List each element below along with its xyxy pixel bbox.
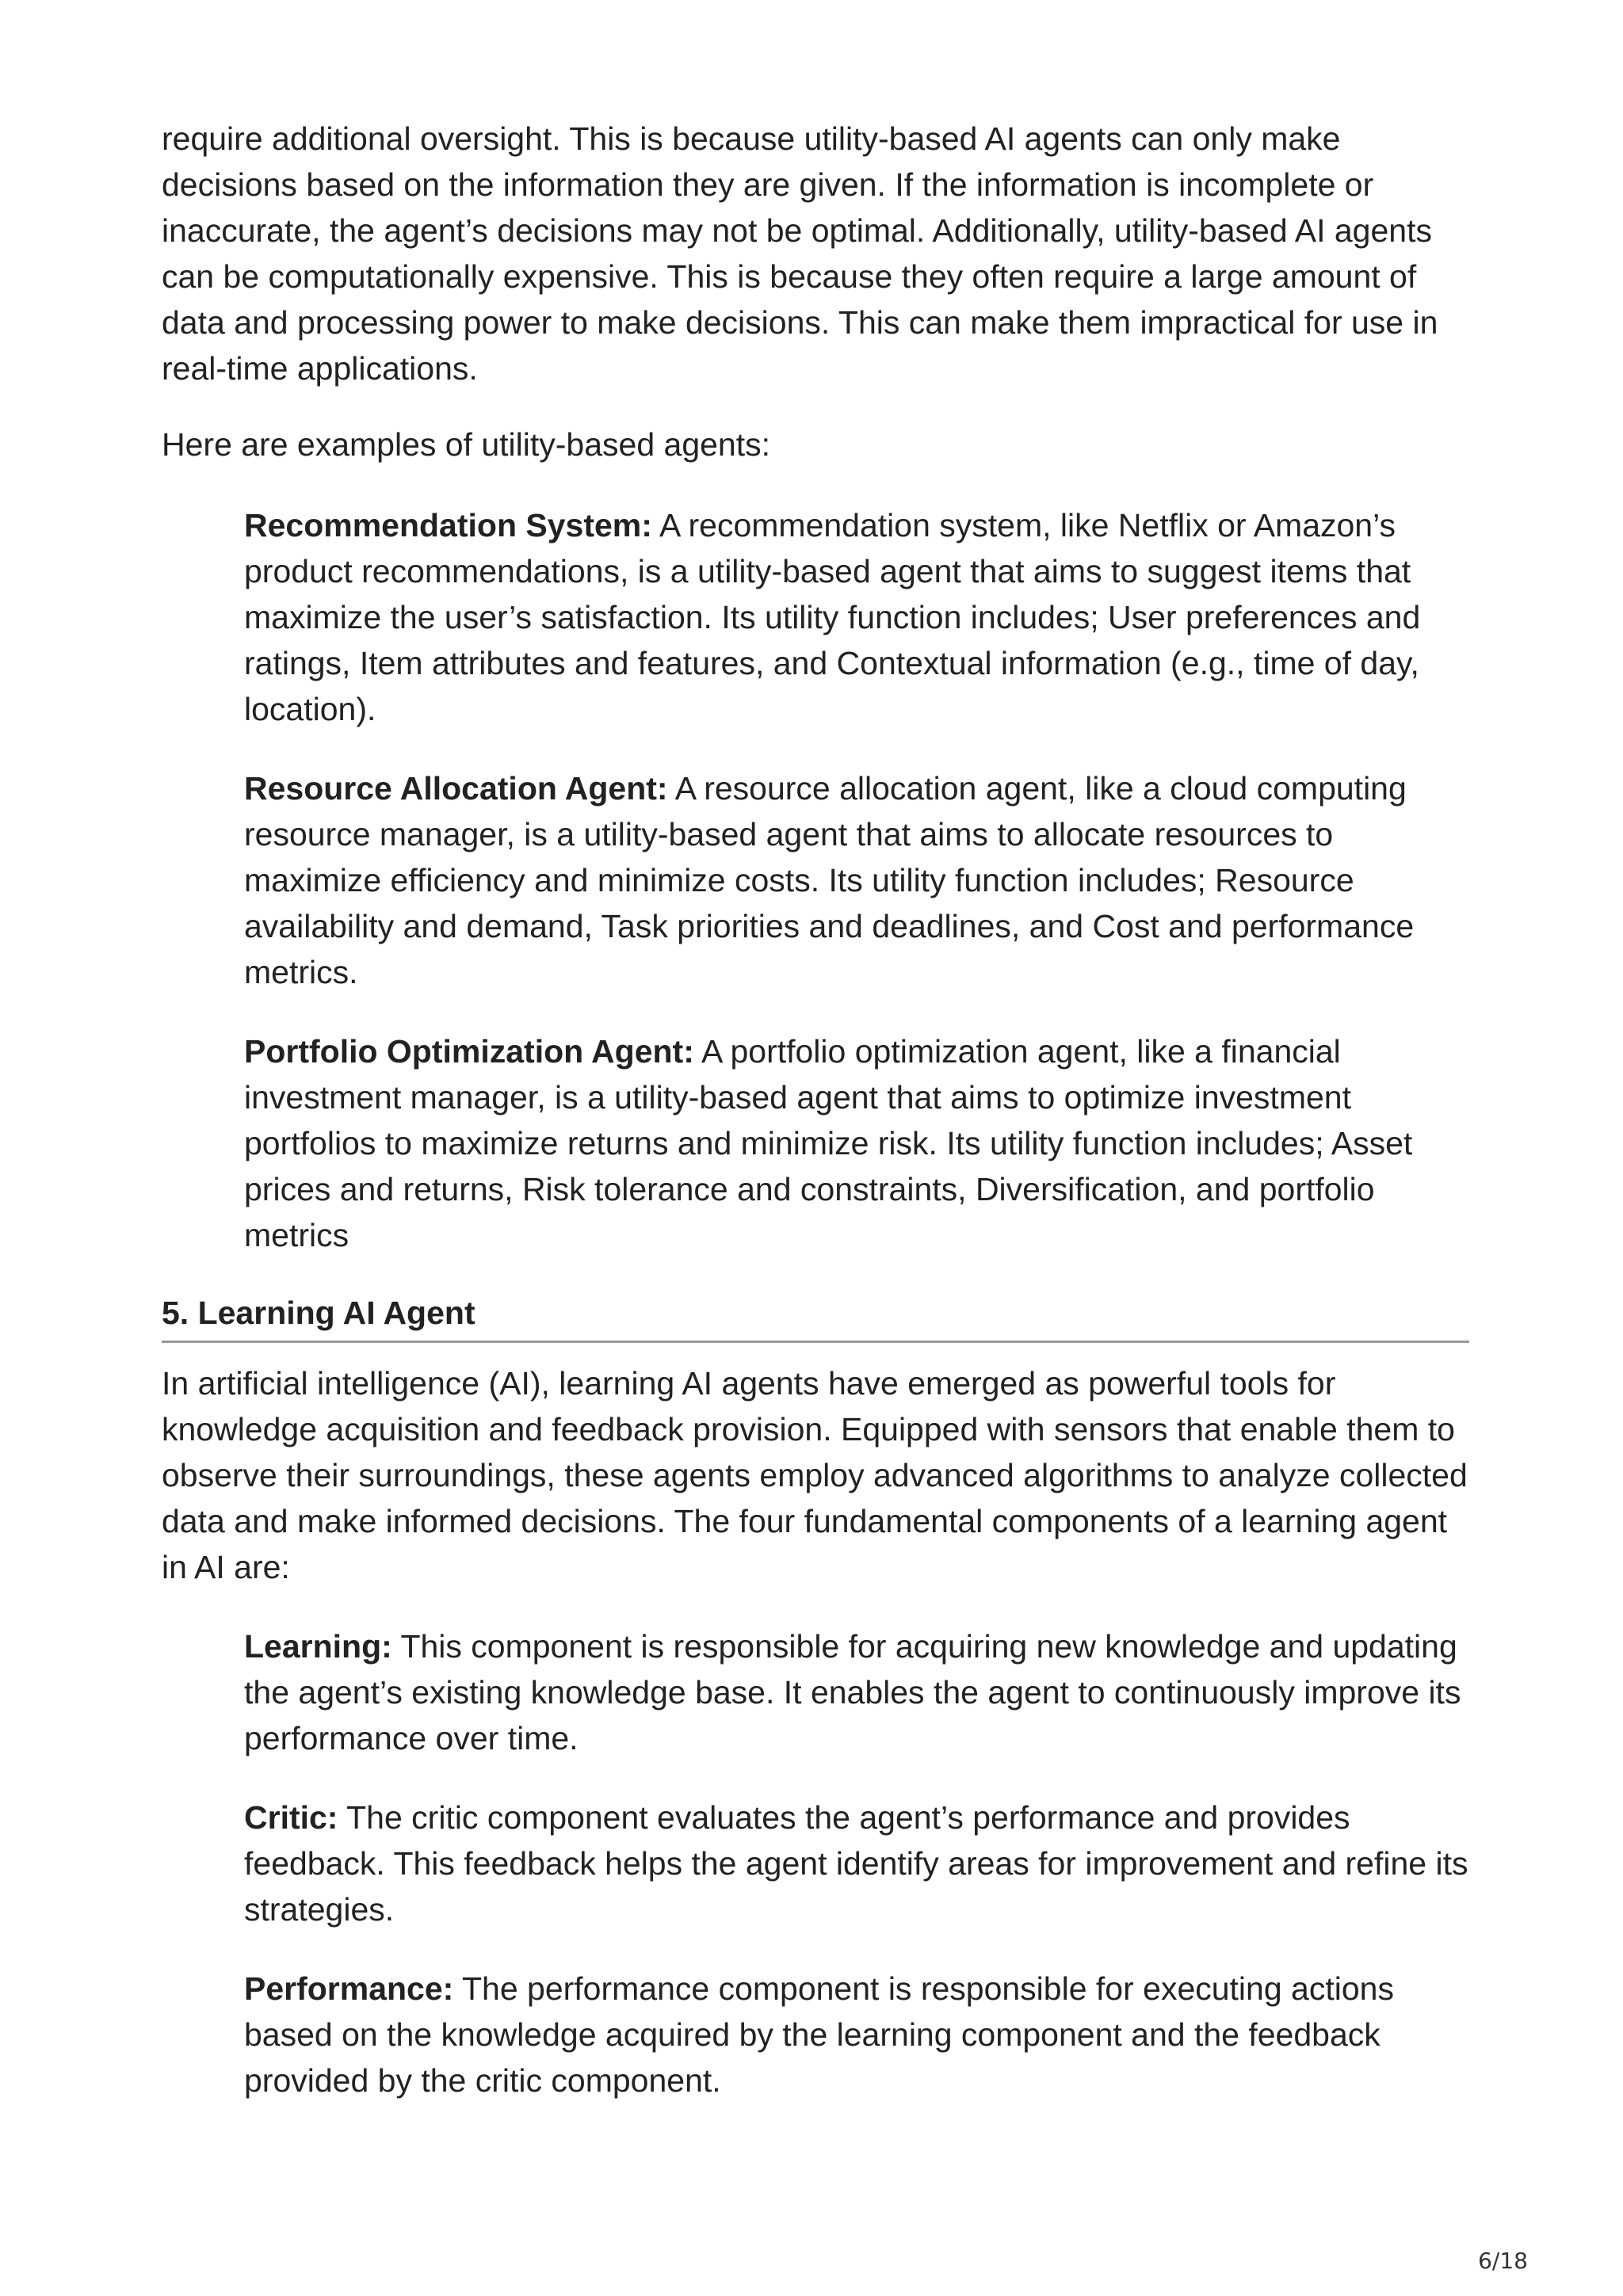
section-intro: In artificial intelligence (AI), learning AI agents have emerged as powerful tools for knowledge acquisition and feedback provision. Equipped with sensors that enable them to observe their surroundings, these agents employ advanced algorithms to analyze collected data and make informed decisions. The four fundamental components of a learning agent in AI are: [162, 1365, 1468, 1585]
component-term: Critic: [244, 1799, 338, 1836]
examples-lead: Here are examples of utility-based agents: [162, 426, 771, 463]
component-text: This component is responsible for acquiring new knowledge and updating the agent’s existing knowledge base. It enables the agent to continuously improve its performance over time. [244, 1628, 1461, 1756]
component-performance [244, 1966, 1469, 2103]
page-number: 6/18 [1478, 2248, 1528, 2274]
intro-paragraph: require additional oversight. This is because utility-based AI agents can only make decisions based on the information they are given. If the information is incomplete or inaccurate, the agent’s decisions may not be optimal. Additionally, utility-based AI agents can be computationally expensive. This is because they often require a large amount of data and processing power to make decisions. This can make them impractical for use in real-time applications. [162, 120, 1438, 387]
example-term: Portfolio Optimization Agent: [244, 1033, 694, 1070]
component-learning [244, 1623, 1469, 1761]
example-recommendation-system [244, 502, 1469, 732]
example-resource-allocation-agent [244, 765, 1469, 995]
example-term: Resource Allocation Agent: [244, 770, 668, 807]
section-heading: 5. Learning AI Agent [162, 1290, 1469, 1343]
example-text: A recommendation system, like Netflix or Amazon’s product recommendations, is a utility-based agent that aims to suggest items that maximize the user’s satisfaction. Its utility function includes; User preferences and ratings, Item attributes and features, and Contextual information (e.g., time of day, location). [244, 507, 1421, 727]
component-text: The performance component is responsible for executing actions based on the knowledge acquired by the learning component and the feedback provided by the critic component. [244, 1970, 1394, 2099]
component-term: Performance: [244, 1970, 454, 2007]
example-text: A portfolio optimization agent, like a financial investment manager, is a utility-based agent that aims to optimize investment portfolios to maximize returns and minimize risk. Its utility function includes; Asset prices and returns, Risk tolerance and constraints, Diversification, and portfolio metrics [244, 1033, 1413, 1253]
component-critic [244, 1794, 1469, 1932]
example-portfolio-optimization-agent [244, 1028, 1469, 1258]
component-term: Learning: [244, 1628, 392, 1665]
example-text: A resource allocation agent, like a cloud computing resource manager, is a utility-based agent that aims to allocate resources to maximize efficiency and minimize costs. Its utility function includes; Resource availability and demand, Task priorities and deadlines, and Cost and performance metrics. [244, 770, 1415, 990]
component-text: The critic component evaluates the agent’s performance and provides feedback. This feedback helps the agent identify areas for improvement and refine its strategies. [244, 1799, 1468, 1928]
example-term: Recommendation System: [244, 507, 652, 543]
document-page [162, 116, 1469, 2137]
